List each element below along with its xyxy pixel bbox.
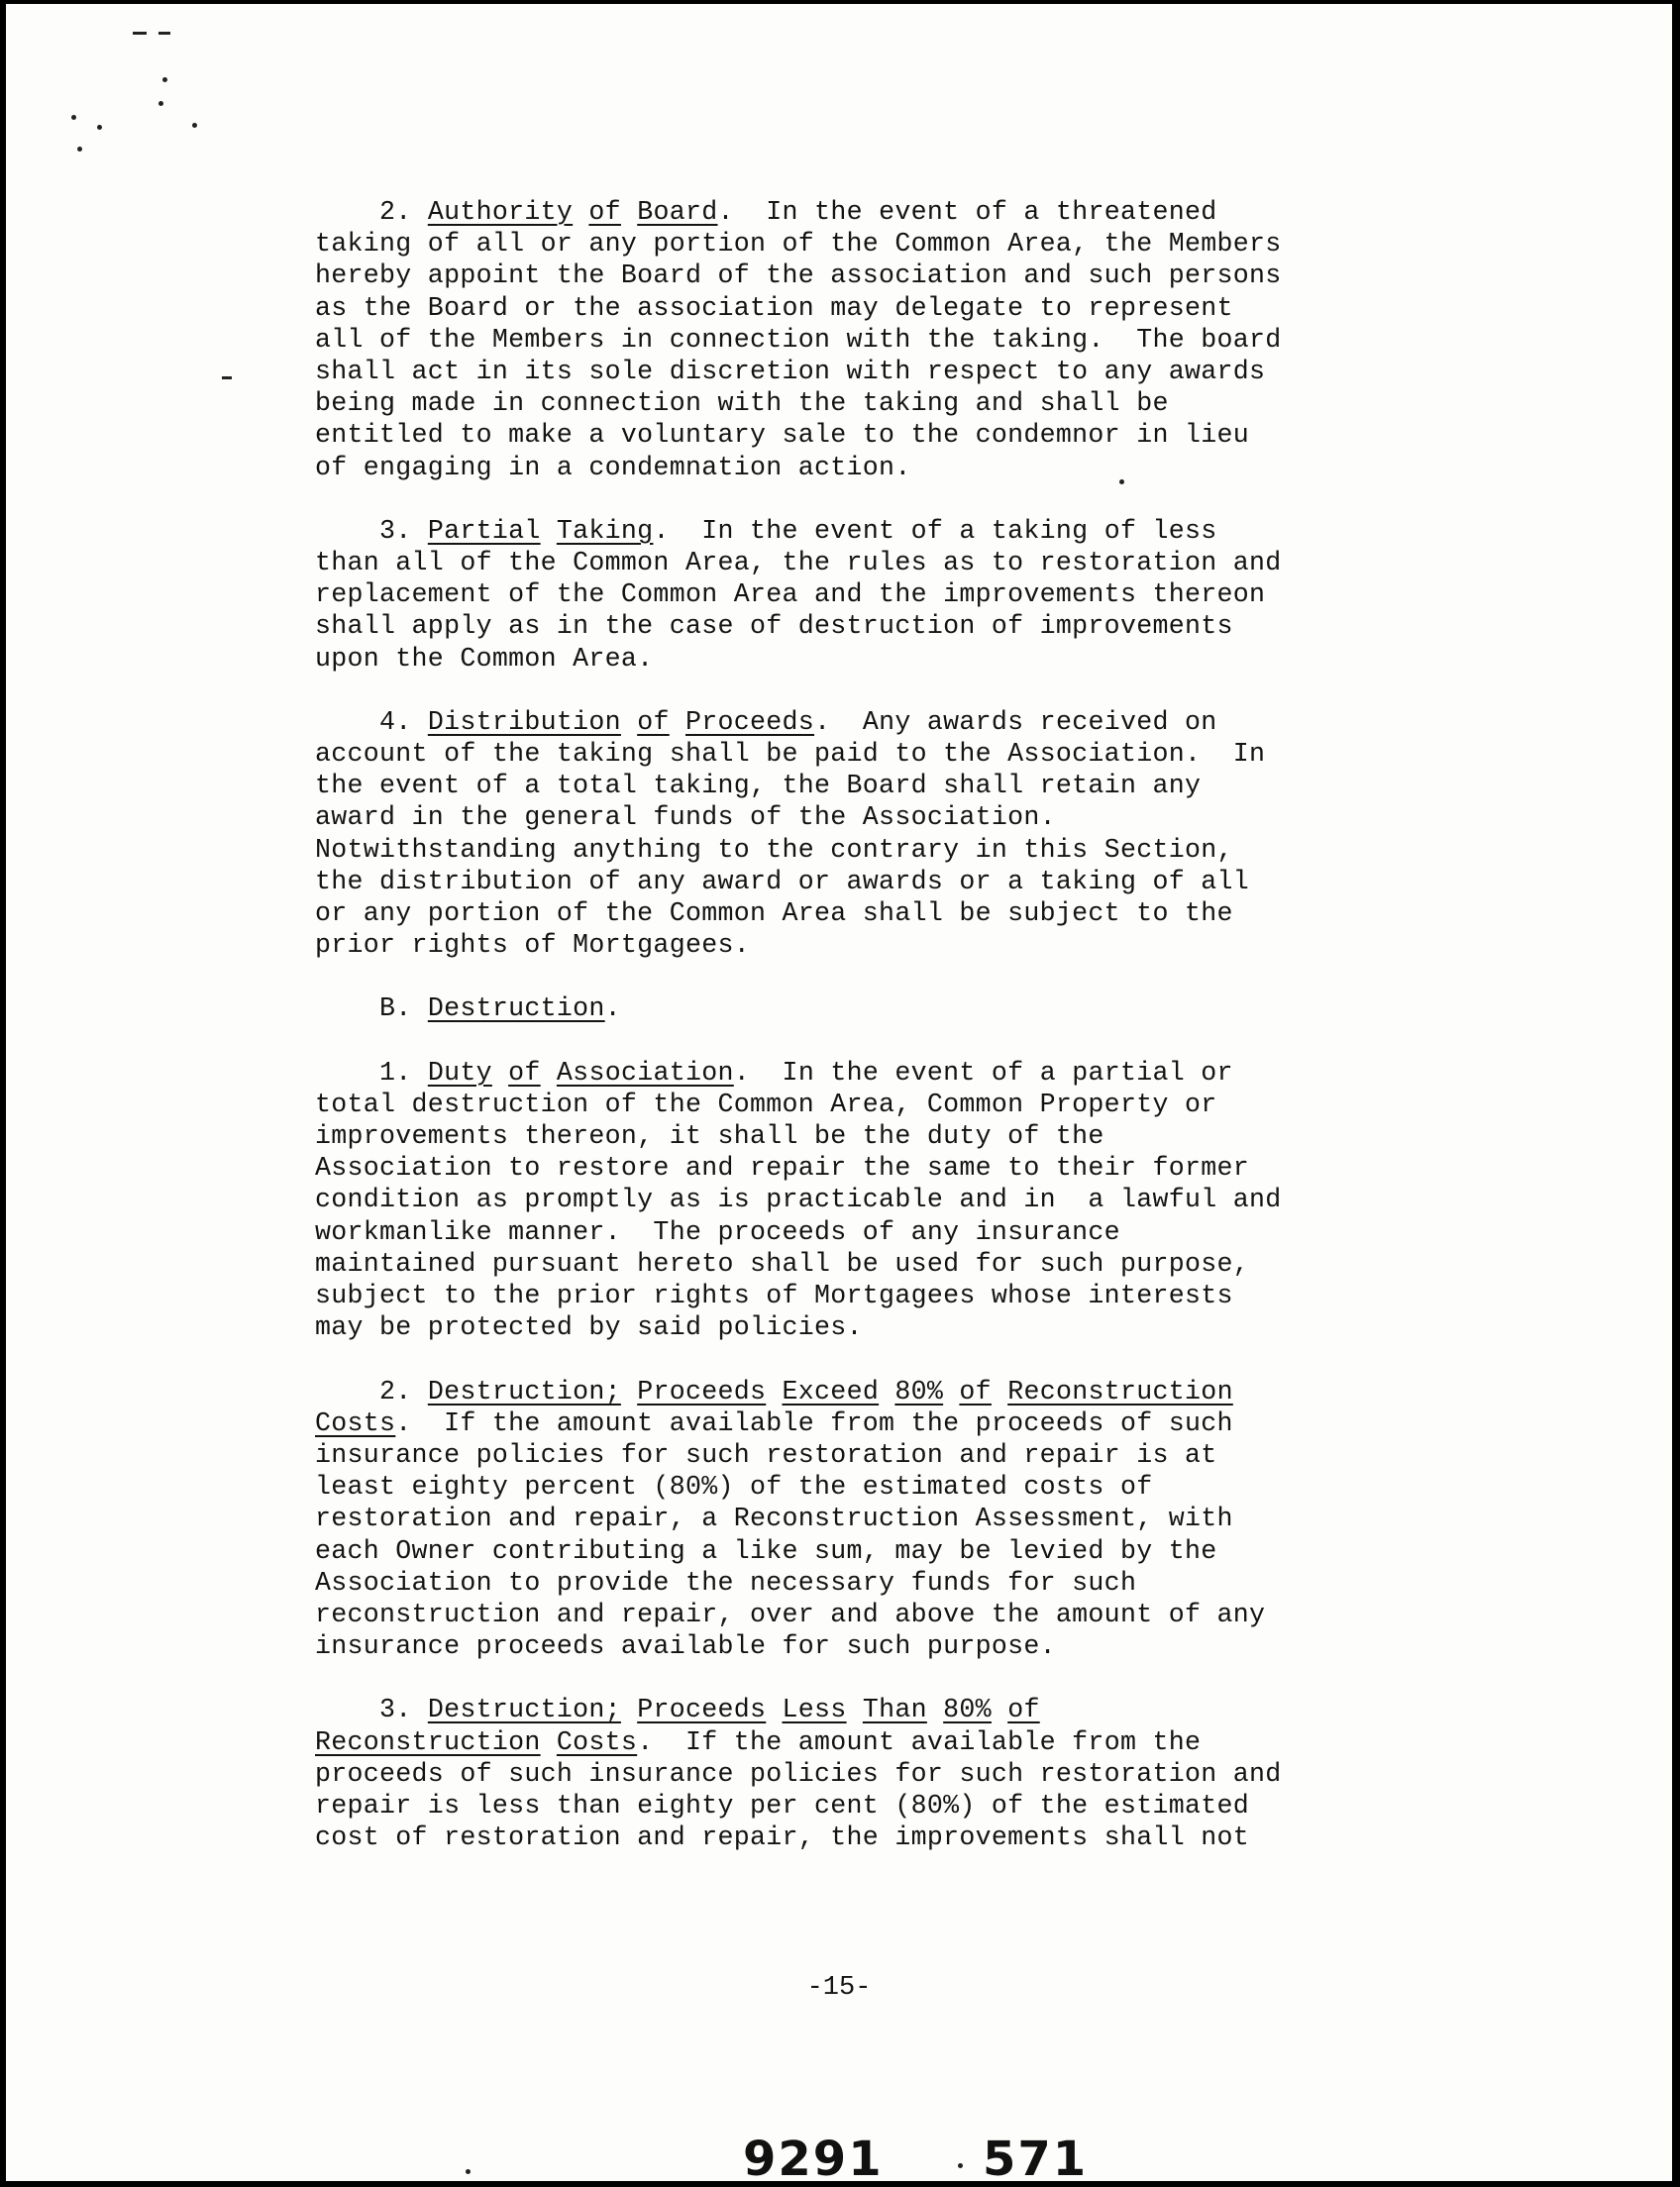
underlined-heading: Duty (427, 1057, 492, 1088)
text-line (315, 866, 1484, 897)
text-line (315, 834, 1484, 866)
text-line (315, 1248, 1484, 1280)
text-run: prior rights of Mortgagees. (315, 930, 750, 961)
text-line (315, 770, 1484, 801)
text-line (315, 706, 1484, 738)
page-number: -15- (806, 1973, 872, 2003)
text-run (766, 1377, 782, 1406)
scan-speck (162, 77, 167, 82)
text-run: entitled to make a voluntary sale to the condemnor in lieu (315, 420, 1250, 451)
text-run: insurance proceeds available for such purpose. (315, 1631, 1056, 1662)
underlined-heading: Association (556, 1057, 734, 1088)
underlined-heading: Destruction (427, 993, 605, 1024)
text-run (541, 516, 557, 546)
section-1 (315, 196, 1484, 483)
document-page (6, 4, 1672, 2187)
text-run (847, 1695, 863, 1724)
text-line (315, 1407, 1484, 1439)
text-run (621, 1377, 637, 1406)
text-run: repair is less than eighty per cent (80%) of the estimated (315, 1790, 1250, 1821)
text-line (315, 547, 1484, 578)
scan-speck (77, 147, 82, 152)
text-run: Association to provide the necessary funds for such (315, 1567, 1137, 1598)
text-run: or any portion of the Common Area shall be subject to the (315, 898, 1233, 929)
section-2 (315, 515, 1484, 675)
section-3 (315, 706, 1484, 962)
text-run (670, 707, 685, 737)
text-run: . If the amount available from the (637, 1726, 1202, 1757)
text-line (315, 992, 1484, 1024)
text-line (315, 1311, 1484, 1343)
text-run (943, 1377, 959, 1406)
text-run: Association to restore and repair the same to their former (315, 1153, 1250, 1184)
text-run: hereby appoint the Board of the association and such persons (315, 260, 1282, 291)
text-line (315, 1535, 1484, 1567)
text-run: replacement of the Common Area and the improvements thereon (315, 579, 1266, 610)
text-line (315, 578, 1484, 610)
text-run: than all of the Common Area, the rules as to restoration and (315, 548, 1282, 578)
text-run: taking of all or any portion of the Common Area, the Members (315, 229, 1282, 260)
text-run: cost of restoration and repair, the improvements shall not (315, 1822, 1250, 1853)
text-run: of engaging in a condemnation action. (315, 452, 911, 482)
underlined-heading: Less (782, 1695, 847, 1725)
underlined-heading: Proceeds (684, 706, 815, 737)
underlined-heading: of (637, 706, 670, 737)
text-run: total destruction of the Common Area, Common Property or (315, 1089, 1217, 1119)
underlined-heading: of (588, 197, 621, 227)
section-5 (315, 1057, 1484, 1344)
text-line (315, 1120, 1484, 1152)
underlined-heading: of (508, 1057, 541, 1088)
text-line (315, 419, 1484, 451)
text-run: shall act in its sole discretion with respect to any awards (315, 357, 1266, 387)
text-run (541, 1727, 557, 1757)
underlined-heading: Proceeds (637, 1695, 767, 1725)
text-run: 2. (315, 197, 428, 227)
text-line (315, 1567, 1484, 1599)
underlined-heading: 80% (943, 1695, 992, 1725)
underlined-heading: Partial (427, 515, 541, 546)
text-line (315, 643, 1484, 675)
text-run: . Any awards received on (814, 706, 1217, 737)
text-line (315, 196, 1484, 228)
text-line (315, 1152, 1484, 1184)
scan-speck (192, 123, 197, 128)
scan-speck (158, 101, 163, 106)
text-line (315, 610, 1484, 642)
underlined-heading: Taking (556, 515, 654, 546)
scan-speck (71, 115, 76, 120)
section-4 (315, 992, 1484, 1024)
text-run: least eighty percent (80%) of the estimated costs of (315, 1472, 1153, 1503)
text-line (315, 1280, 1484, 1311)
text-line (315, 324, 1484, 356)
document-stamp-left: 9291 (743, 2132, 884, 2187)
text-run (766, 1695, 782, 1724)
text-line (315, 1376, 1484, 1407)
text-run (621, 707, 637, 737)
text-run: being made in connection with the taking and shall be (315, 388, 1169, 419)
text-run: account of the taking shall be paid to the Association. In (315, 739, 1266, 770)
text-run: workmanlike manner. The proceeds of any insurance (315, 1216, 1120, 1247)
text-run (992, 1377, 1007, 1406)
text-line (315, 1184, 1484, 1215)
text-run (621, 1695, 637, 1724)
text-run: . In the event of a taking of less (653, 515, 1217, 546)
text-run: 1. (315, 1057, 428, 1088)
text-run: Notwithstanding anything to the contrary in this Section, (315, 834, 1233, 865)
text-line (315, 1726, 1484, 1758)
text-line (315, 228, 1484, 260)
text-run: subject to the prior rights of Mortgagees whose interests (315, 1281, 1233, 1311)
text-run: the event of a total taking, the Board shall retain any (315, 771, 1202, 801)
text-run: 3. (315, 1695, 428, 1725)
text-line (315, 1822, 1484, 1853)
text-run: restoration and repair, a Reconstruction Assessment, with (315, 1504, 1233, 1534)
text-run (927, 1695, 943, 1724)
text-run (621, 197, 637, 227)
text-run: the distribution of any award or awards or a taking of all (315, 866, 1250, 896)
underlined-heading: Reconstruction (315, 1726, 541, 1757)
text-run (573, 197, 588, 227)
underlined-heading: Destruction; (427, 1376, 621, 1406)
text-line (315, 1503, 1484, 1534)
text-line (315, 1089, 1484, 1120)
text-run: 3. (315, 515, 428, 546)
underlined-heading: Than (862, 1695, 927, 1725)
text-run (992, 1695, 1007, 1724)
text-run: . (604, 993, 621, 1024)
text-line (315, 1599, 1484, 1630)
scan-mark (222, 376, 232, 379)
text-line (315, 801, 1484, 833)
text-line (315, 1439, 1484, 1471)
body-text (315, 196, 1484, 1885)
underlined-heading: Distribution (427, 706, 621, 737)
scan-speck (97, 125, 102, 130)
text-run: . In the event of a partial or (733, 1057, 1233, 1088)
text-run: each Owner contributing a like sum, may be levied by the (315, 1535, 1217, 1566)
underlined-heading: 80% (894, 1376, 944, 1406)
text-run: improvements thereon, it shall be the duty of the (315, 1121, 1104, 1152)
text-run: as the Board or the association may delegate to represent (315, 292, 1233, 323)
section-6 (315, 1376, 1484, 1663)
text-line (315, 1694, 1484, 1725)
text-run: maintained pursuant hereto shall be used for such purpose, (315, 1248, 1250, 1279)
underlined-heading: Exceed (782, 1376, 880, 1406)
text-line (315, 452, 1484, 483)
text-run: B. (315, 993, 428, 1024)
scan-mark (158, 32, 170, 35)
underlined-heading: Costs (556, 1726, 638, 1757)
text-line (315, 897, 1484, 929)
text-run: award in the general funds of the Association. (315, 802, 1056, 833)
text-run (879, 1377, 894, 1406)
text-line (315, 1790, 1484, 1822)
text-line (315, 260, 1484, 291)
text-line (315, 387, 1484, 419)
text-run: 2. (315, 1376, 428, 1406)
text-line (315, 356, 1484, 387)
text-run: all of the Members in connection with the taking. The board (315, 324, 1282, 355)
underlined-heading: of (1007, 1695, 1040, 1725)
text-run (492, 1058, 508, 1088)
underlined-heading: Board (637, 197, 718, 227)
underlined-heading: Proceeds (637, 1376, 767, 1406)
text-run: shall apply as in the case of destruction of improvements (315, 611, 1233, 642)
underlined-heading: Reconstruction (1007, 1376, 1233, 1406)
scan-mark (133, 32, 147, 35)
section-7 (315, 1694, 1484, 1853)
text-run: insurance policies for such restoration and repair is at (315, 1439, 1217, 1470)
text-run: proceeds of such insurance policies for such restoration and (315, 1758, 1282, 1789)
text-line (315, 1758, 1484, 1790)
underlined-heading: Destruction; (427, 1695, 621, 1725)
text-run: 4. (315, 706, 428, 737)
text-line (315, 1057, 1484, 1089)
text-run: . In the event of a threatened (717, 197, 1217, 227)
text-line (315, 1216, 1484, 1248)
text-line (315, 515, 1484, 547)
text-run: may be protected by said policies. (315, 1312, 863, 1343)
document-stamp-right: 571 (983, 2132, 1089, 2187)
text-line (315, 1471, 1484, 1503)
text-run: upon the Common Area. (315, 643, 654, 674)
text-line (315, 929, 1484, 961)
text-run: . If the amount available from the proceeds of such (395, 1407, 1233, 1438)
text-run (541, 1058, 557, 1088)
text-line (315, 292, 1484, 324)
text-run: reconstruction and repair, over and above the amount of any (315, 1599, 1266, 1629)
underlined-heading: Costs (315, 1407, 396, 1438)
text-run: condition as promptly as is practicable and in a lawful and (315, 1185, 1282, 1215)
scan-speck (466, 2169, 471, 2174)
text-line (315, 738, 1484, 770)
underlined-heading: Authority (427, 197, 574, 227)
text-line (315, 1630, 1484, 1662)
underlined-heading: of (959, 1376, 992, 1406)
scan-speck (958, 2163, 963, 2168)
